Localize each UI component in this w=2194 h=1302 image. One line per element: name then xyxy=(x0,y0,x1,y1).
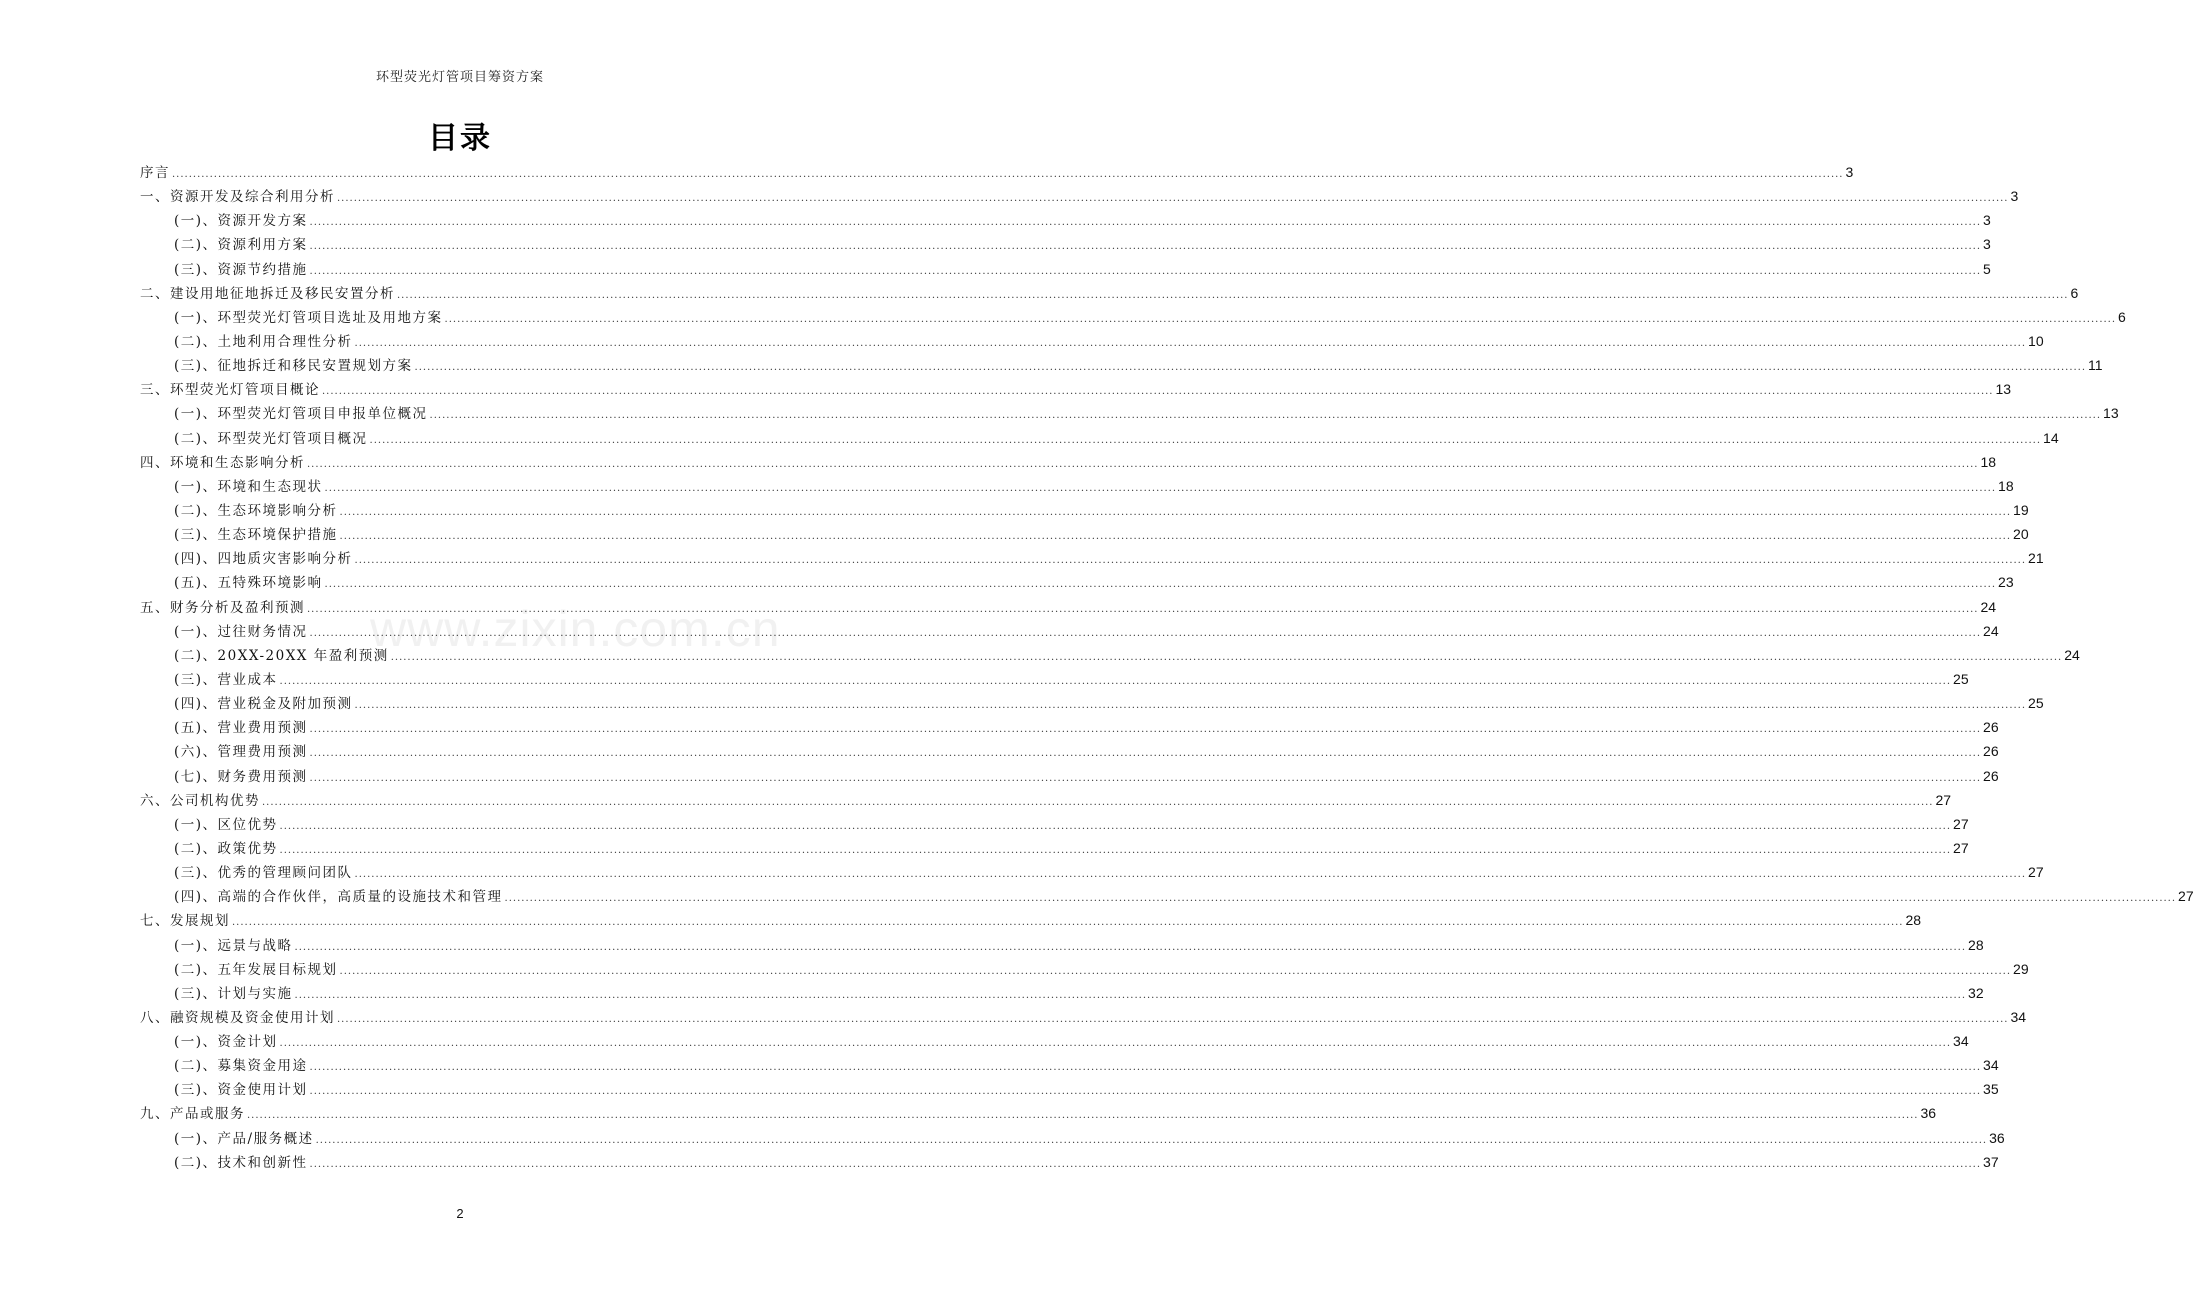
toc-entry-title: 序言 xyxy=(140,165,170,181)
toc-entry-title: 七、发展规划 xyxy=(140,913,230,930)
toc-page-number: 36 xyxy=(1989,1129,2005,1146)
toc-dot-leader: ................................................................................................................................................................................................................................................................................................................................................................................................................ xyxy=(172,169,1844,180)
toc-section-entry[interactable] xyxy=(140,401,2119,425)
toc-entry-title: (四)、高端的合作伙伴，高质量的设施技术和管理 xyxy=(174,889,503,906)
toc-dot-leader: ................................................................................................................................................................................................................................................................................................................................................................................................................ xyxy=(309,772,1982,784)
toc-entry-title: (二)、资源利用方案 xyxy=(174,237,308,254)
toc-chapter-entry[interactable] xyxy=(140,788,1952,812)
running-header: 环型荧光灯管项目筹资方案 xyxy=(375,70,544,85)
toc-dot-leader: ................................................................................................................................................................................................................................................................................................................................................................................................................ xyxy=(390,651,2063,663)
toc-section-entry[interactable] xyxy=(140,1077,1999,1101)
toc-page-number: 24 xyxy=(1980,598,1997,615)
toc-page-number: 23 xyxy=(1998,574,2014,591)
toc-page-number: 27 xyxy=(1953,839,1969,856)
toc-section-entry[interactable] xyxy=(140,812,1969,836)
toc-page-number: 18 xyxy=(1980,453,1997,470)
toc-entry-title: (二)、环型荧光灯管项目概况 xyxy=(174,430,368,447)
toc-dot-leader: ................................................................................................................................................................................................................................................................................................................................................................................................................ xyxy=(369,434,2042,446)
toc-chapter-entry[interactable] xyxy=(140,160,1854,184)
toc-page-number: 3 xyxy=(1983,212,1991,229)
toc-entry-title: (一)、环型荧光灯管项目选址及用地方案 xyxy=(174,309,443,326)
toc-page-number: 21 xyxy=(2028,550,2044,567)
toc-section-entry[interactable] xyxy=(140,353,2103,377)
toc-section-entry[interactable] xyxy=(140,764,1999,788)
toc-section-entry[interactable] xyxy=(140,426,2059,450)
toc-page-number: 19 xyxy=(2013,501,2029,518)
toc-entry-title: (三)、资金使用计划 xyxy=(174,1082,308,1099)
page-number: 2 xyxy=(456,1206,464,1221)
toc-section-entry[interactable] xyxy=(140,329,2044,353)
toc-dot-leader: ................................................................................................................................................................................................................................................................................................................................................................................................................ xyxy=(262,796,1934,808)
toc-page-number: 18 xyxy=(1998,477,2014,494)
toc-section-entry[interactable] xyxy=(140,836,1969,860)
toc-dot-leader: ................................................................................................................................................................................................................................................................................................................................................................................................................ xyxy=(354,337,2027,349)
toc-entry-title: (一)、远景与战略 xyxy=(174,937,293,954)
toc-dot-leader: ................................................................................................................................................................................................................................................................................................................................................................................................................ xyxy=(309,748,1982,760)
toc-page-number: 27 xyxy=(1935,791,1952,808)
toc-section-entry[interactable] xyxy=(140,1053,1999,1077)
toc-dot-leader: ................................................................................................................................................................................................................................................................................................................................................................................................................ xyxy=(309,217,1982,229)
toc-entry-title: (五)、五特殊环境影响 xyxy=(174,575,323,592)
toc-entry-title: (一)、区位优势 xyxy=(174,816,278,833)
toc-dot-leader: ................................................................................................................................................................................................................................................................................................................................................................................................................ xyxy=(324,482,1997,494)
toc-dot-leader: ................................................................................................................................................................................................................................................................................................................................................................................................................ xyxy=(309,1062,1982,1074)
toc-dot-leader: ................................................................................................................................................................................................................................................................................................................................................................................................................ xyxy=(309,1158,1982,1170)
toc-section-entry[interactable] xyxy=(140,257,1991,281)
toc-page-number: 26 xyxy=(1983,767,1999,784)
toc-entry-title: (二)、20XX-20XX 年盈利预测 xyxy=(174,647,389,664)
toc-page-number: 27 xyxy=(2178,888,2194,905)
toc-dot-leader: ................................................................................................................................................................................................................................................................................................................................................................................................................ xyxy=(339,965,2012,977)
toc-entry-title: (二)、土地利用合理性分析 xyxy=(174,333,353,350)
toc-chapter-entry[interactable] xyxy=(140,1005,2027,1029)
toc-page-number: 13 xyxy=(1995,381,2012,398)
toc-dot-leader: ................................................................................................................................................................................................................................................................................................................................................................................................................ xyxy=(414,362,2087,374)
toc-dot-leader: ................................................................................................................................................................................................................................................................................................................................................................................................................ xyxy=(339,506,2012,518)
toc-entry-title: 二、建设用地征地拆迁及移民安置分析 xyxy=(140,285,395,302)
toc-page-number: 26 xyxy=(1983,743,1999,760)
toc-entry-title: (一)、产品/服务概述 xyxy=(174,1130,314,1147)
toc-dot-leader: ................................................................................................................................................................................................................................................................................................................................................................................................................ xyxy=(339,531,2012,543)
toc-entry-title: 三、环型荧光灯管项目概论 xyxy=(140,382,320,399)
toc-section-entry[interactable] xyxy=(140,739,1999,763)
toc-chapter-entry[interactable] xyxy=(140,377,2012,401)
toc-dot-leader: ................................................................................................................................................................................................................................................................................................................................................................................................................ xyxy=(279,1038,1952,1050)
toc-section-entry[interactable] xyxy=(140,232,1991,256)
toc-section-entry[interactable] xyxy=(140,474,2014,498)
toc-page-number: 3 xyxy=(1845,164,1854,180)
toc-chapter-entry[interactable] xyxy=(140,908,1922,932)
toc-page-number: 24 xyxy=(1983,622,1999,639)
toc-page-number: 25 xyxy=(2028,695,2044,712)
toc-dot-leader: ................................................................................................................................................................................................................................................................................................................................................................................................................ xyxy=(504,893,2177,905)
toc-dot-leader: ................................................................................................................................................................................................................................................................................................................................................................................................................ xyxy=(294,989,1967,1001)
toc-chapter-entry[interactable] xyxy=(140,281,2079,305)
toc-entry-title: (二)、技术和创新性 xyxy=(174,1154,308,1171)
toc-entry-title: (三)、征地拆迁和移民安置规划方案 xyxy=(174,358,413,375)
toc-section-entry[interactable] xyxy=(140,957,2029,981)
toc-page-number: 25 xyxy=(1953,670,1969,687)
toc-entry-title: (四)、四地质灾害影响分析 xyxy=(174,551,353,568)
toc-chapter-entry[interactable] xyxy=(140,595,1997,619)
toc-page-number: 28 xyxy=(1968,936,1984,953)
toc-section-entry[interactable] xyxy=(140,860,2044,884)
toc-page-number: 10 xyxy=(2028,332,2044,349)
toc-dot-leader: ................................................................................................................................................................................................................................................................................................................................................................................................................ xyxy=(309,1086,1982,1098)
toc-page-number: 28 xyxy=(1905,912,1922,929)
toc-page-number: 24 xyxy=(2064,646,2080,663)
toc-entry-title: 四、环境和生态影响分析 xyxy=(140,454,305,471)
toc-page-number: 26 xyxy=(1983,719,1999,736)
toc-entry-title: 九、产品或服务 xyxy=(140,1106,245,1123)
toc-dot-leader: ................................................................................................................................................................................................................................................................................................................................................................................................................ xyxy=(354,555,2027,567)
watermark: www.zixin.com.cn xyxy=(370,601,781,657)
toc-dot-leader: ................................................................................................................................................................................................................................................................................................................................................................................................................ xyxy=(444,313,2117,325)
toc-entry-title: (一)、环型荧光灯管项目申报单位概况 xyxy=(174,406,428,423)
toc-section-entry[interactable] xyxy=(140,619,1999,643)
toc-entry-title: (二)、五年发展目标规划 xyxy=(174,961,338,978)
toc-section-entry[interactable] xyxy=(140,1150,1999,1174)
toc-dot-leader: ................................................................................................................................................................................................................................................................................................................................................................................................................ xyxy=(337,1013,2009,1025)
toc-dot-leader: ................................................................................................................................................................................................................................................................................................................................................................................................................ xyxy=(307,603,1979,615)
toc-title: 目录 xyxy=(428,121,492,156)
toc-page-number: 20 xyxy=(2013,526,2029,543)
toc-section-entry[interactable] xyxy=(140,208,1991,232)
toc-dot-leader: ................................................................................................................................................................................................................................................................................................................................................................................................................ xyxy=(307,458,1979,470)
toc-entry-title: (三)、生态环境保护措施 xyxy=(174,527,338,544)
toc-page-number: 3 xyxy=(2010,188,2019,205)
toc-page-number: 37 xyxy=(1983,1153,1999,1170)
toc-page-number: 34 xyxy=(2010,1008,2027,1025)
toc-section-entry[interactable] xyxy=(140,691,2044,715)
toc-section-entry[interactable] xyxy=(140,667,1969,691)
toc-entry-title: (六)、管理费用预测 xyxy=(174,744,308,761)
toc-dot-leader: ................................................................................................................................................................................................................................................................................................................................................................................................................ xyxy=(309,627,1982,639)
toc-entry-title: (七)、财务费用预测 xyxy=(174,768,308,785)
toc-dot-leader: ................................................................................................................................................................................................................................................................................................................................................................................................................ xyxy=(429,410,2102,422)
toc-dot-leader: ................................................................................................................................................................................................................................................................................................................................................................................................................ xyxy=(309,265,1982,277)
toc-section-entry[interactable] xyxy=(140,498,2029,522)
table-of-contents xyxy=(140,160,2194,1174)
toc-entry-title: (一)、过往财务情况 xyxy=(174,623,308,640)
toc-section-entry[interactable] xyxy=(140,884,2194,908)
toc-section-entry[interactable] xyxy=(140,522,2029,546)
toc-entry-title: (五)、营业费用预测 xyxy=(174,720,308,737)
toc-section-entry[interactable] xyxy=(140,305,2126,329)
toc-page-number: 27 xyxy=(2028,864,2044,881)
toc-page-number: 11 xyxy=(2088,357,2103,374)
toc-entry-title: (三)、计划与实施 xyxy=(174,985,293,1002)
toc-entry-title: (二)、生态环境影响分析 xyxy=(174,502,338,519)
toc-dot-leader: ................................................................................................................................................................................................................................................................................................................................................................................................................ xyxy=(337,193,2009,205)
toc-dot-leader: ................................................................................................................................................................................................................................................................................................................................................................................................................ xyxy=(309,241,1982,253)
toc-entry-title: 五、财务分析及盈利预测 xyxy=(140,599,305,616)
toc-page-number: 34 xyxy=(1953,1033,1969,1050)
toc-page-number: 35 xyxy=(1983,1081,1999,1098)
toc-dot-leader: ................................................................................................................................................................................................................................................................................................................................................................................................................ xyxy=(232,917,1904,929)
toc-section-entry[interactable] xyxy=(140,546,2044,570)
toc-entry-title: 六、公司机构优势 xyxy=(140,792,260,809)
toc-chapter-entry[interactable] xyxy=(140,450,1997,474)
toc-entry-title: (一)、资金计划 xyxy=(174,1034,278,1051)
toc-page-number: 36 xyxy=(1920,1105,1937,1122)
toc-page-number: 6 xyxy=(2118,308,2126,325)
toc-section-entry[interactable] xyxy=(140,643,2080,667)
toc-entry-title: (二)、募集资金用途 xyxy=(174,1058,308,1075)
toc-section-entry[interactable] xyxy=(140,981,1984,1005)
toc-section-entry[interactable] xyxy=(140,933,1984,957)
toc-dot-leader: ................................................................................................................................................................................................................................................................................................................................................................................................................ xyxy=(247,1110,1919,1122)
toc-dot-leader: ................................................................................................................................................................................................................................................................................................................................................................................................................ xyxy=(322,386,1994,398)
toc-entry-title: (三)、优秀的管理顾问团队 xyxy=(174,865,353,882)
toc-entry-title: (二)、政策优势 xyxy=(174,840,278,857)
toc-entry-title: 八、融资规模及资金使用计划 xyxy=(140,1009,335,1026)
toc-entry-title: (一)、环境和生态现状 xyxy=(174,478,323,495)
toc-entry-title: (三)、营业成本 xyxy=(174,671,278,688)
toc-page-number: 27 xyxy=(1953,815,1969,832)
toc-section-entry[interactable] xyxy=(140,1029,1969,1053)
toc-page-number: 13 xyxy=(2103,405,2119,422)
toc-dot-leader: ................................................................................................................................................................................................................................................................................................................................................................................................................ xyxy=(315,1134,1988,1146)
toc-page-number: 3 xyxy=(1983,236,1991,253)
toc-page-number: 29 xyxy=(2013,960,2029,977)
toc-page-number: 5 xyxy=(1983,260,1991,277)
toc-dot-leader: ................................................................................................................................................................................................................................................................................................................................................................................................................ xyxy=(309,724,1982,736)
toc-page-number: 14 xyxy=(2043,429,2059,446)
toc-chapter-entry[interactable] xyxy=(140,1101,1937,1125)
toc-page-number: 34 xyxy=(1983,1057,1999,1074)
toc-entry-title: 一、资源开发及综合利用分析 xyxy=(140,189,335,206)
toc-dot-leader: ................................................................................................................................................................................................................................................................................................................................................................................................................ xyxy=(279,844,1952,856)
toc-dot-leader: ................................................................................................................................................................................................................................................................................................................................................................................................................ xyxy=(354,700,2027,712)
toc-dot-leader: ................................................................................................................................................................................................................................................................................................................................................................................................................ xyxy=(279,675,1952,687)
toc-section-entry[interactable] xyxy=(140,570,2014,594)
toc-entry-title: (一)、资源开发方案 xyxy=(174,213,308,230)
toc-dot-leader: ................................................................................................................................................................................................................................................................................................................................................................................................................ xyxy=(294,941,1967,953)
toc-page-number: 32 xyxy=(1968,984,1984,1001)
toc-entry-title: (三)、资源节约措施 xyxy=(174,261,308,278)
toc-dot-leader: ................................................................................................................................................................................................................................................................................................................................................................................................................ xyxy=(354,869,2027,881)
toc-entry-title: (四)、营业税金及附加预测 xyxy=(174,696,353,713)
toc-page-number: 6 xyxy=(2070,284,2079,301)
toc-dot-leader: ................................................................................................................................................................................................................................................................................................................................................................................................................ xyxy=(324,579,1997,591)
toc-section-entry[interactable] xyxy=(140,715,1999,739)
toc-chapter-entry[interactable] xyxy=(140,184,2019,208)
toc-dot-leader: ................................................................................................................................................................................................................................................................................................................................................................................................................ xyxy=(279,820,1952,832)
toc-section-entry[interactable] xyxy=(140,1126,2005,1150)
toc-dot-leader: ................................................................................................................................................................................................................................................................................................................................................................................................................ xyxy=(397,289,2069,301)
